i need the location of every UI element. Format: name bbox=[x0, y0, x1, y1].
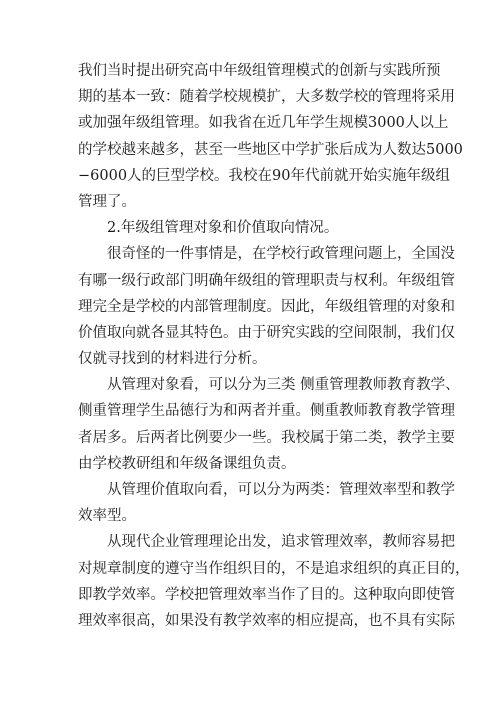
paragraph-2 bbox=[78, 241, 455, 372]
paragraph-4 bbox=[78, 477, 455, 529]
text-line: 即教学效率。学校把管理效率当作了目的。这种取向即使管 bbox=[78, 586, 455, 603]
text-line: 我们当时提出研究高中年级组管理模式的创新与实践所预 bbox=[78, 63, 441, 79]
text-line: 理完全是学校的内部管理制度。因此，年级组管理的对象和 bbox=[78, 298, 455, 315]
text-line: 仅就寻找到的材料进行分析。 bbox=[78, 351, 267, 368]
heading-text: 2.年级组管理对象和价值取向情况。 bbox=[107, 220, 339, 237]
text-line: 很奇怪的一件事情是，在学校行政管理问题上，全国没 bbox=[107, 246, 455, 263]
document-body bbox=[78, 58, 470, 634]
text-line: 从管理对象看，可以分为三类 侧重管理教师教育教学、 bbox=[107, 377, 460, 394]
paragraph-3 bbox=[78, 372, 460, 477]
text-line: 由学校教研组和年级备课组负责。 bbox=[78, 455, 296, 472]
text-line: 的学校越来越多，甚至一些地区中学扩张后成为人数达5000 bbox=[78, 141, 463, 158]
paragraph-1 bbox=[78, 58, 463, 215]
text-line: 或加强年级组管理。如我省在近几年学生规模3000人以上 bbox=[78, 115, 449, 132]
text-line: 效率型。 bbox=[78, 508, 136, 525]
text-line: 期的基本一致：随着学校规模扩，大多数学校的管理将采用 bbox=[78, 89, 455, 106]
section-heading bbox=[78, 215, 428, 241]
text-line: 侧重管理学生品德行为和两者并重。侧重教师教育教学管理 bbox=[78, 403, 455, 420]
text-line: −6000人的巨型学校。我校在90年代前就开始实施年级组 bbox=[78, 167, 450, 184]
text-line: 价值取向就各显其特色。由于研究实践的空间限制，我们仅 bbox=[78, 324, 455, 341]
text-line: 对规章制度的遵守当作组织目的，不是追求组织的真正目的， bbox=[78, 560, 470, 577]
text-line: 管理了。 bbox=[78, 193, 136, 210]
text-line: 从现代企业管理理论出发，追求管理效率，教师容易把 bbox=[107, 534, 455, 551]
text-line: 理效率很高，如果没有教学效率的相应提高，也不具有实际 bbox=[78, 612, 455, 629]
text-line: 有哪一级行政部门明确年级组的管理职责与权利。年级组管 bbox=[78, 272, 455, 289]
text-line: 从管理价值取向看，可以分为两类：管理效率型和教学 bbox=[107, 482, 455, 498]
text-line: 者居多。后两者比例要少一些。我校属于第二类，教学主要 bbox=[78, 429, 455, 446]
paragraph-5 bbox=[78, 529, 470, 634]
